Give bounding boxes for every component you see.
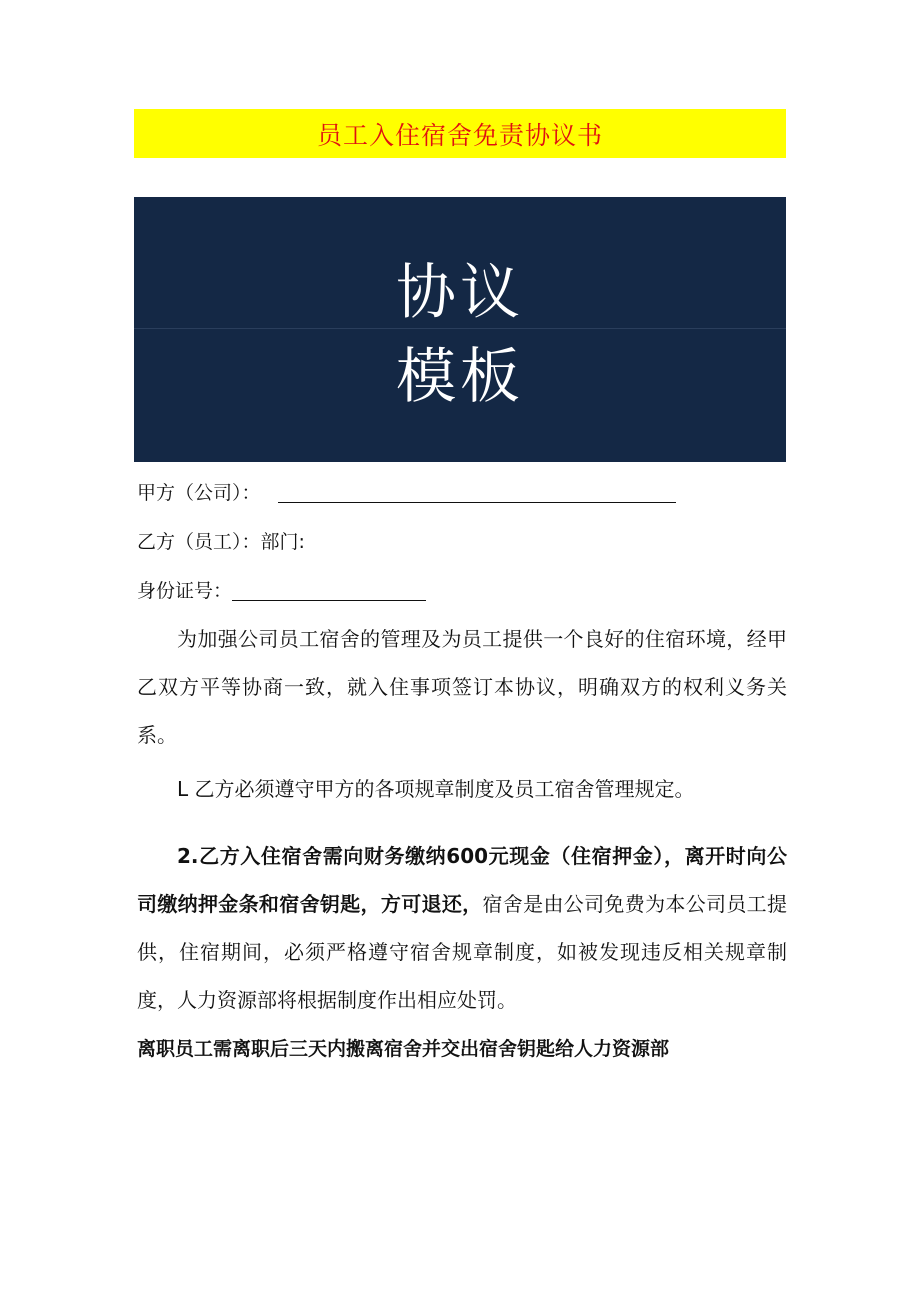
title-banner: [134, 109, 786, 158]
party-a-label: 甲方（公司）：: [137, 482, 261, 504]
party-a-blank[interactable]: [278, 501, 676, 503]
id-number-field: [137, 582, 426, 601]
final-line: 离职员工需离职后三天内搬离宿舍并交出宿舍钥匙给人力资源部: [137, 1038, 670, 1060]
cover-divider: [134, 328, 786, 329]
clause-2: [137, 832, 787, 1024]
document-title: 员工入住宿舍免责协议书: [316, 121, 603, 150]
clause-2-bold: 2.乙方入住宿舍需向财务缴纳600元现金（住宿押金），离开时向公司缴纳押金条和宿舍钥匙，方可退还，: [137, 844, 787, 916]
intro-paragraph: 为加强公司员工宿舍的管理及为员工提供一个良好的住宿环境，经甲乙双方平等协商一致，就入住事项签订本协议，明确双方的权利义务关系。: [137, 627, 787, 747]
cover-block: [134, 197, 786, 462]
cover-line-2: 模板: [396, 342, 524, 412]
clause-2-normal: 宿舍是由公司免费为本公司员工提供，住宿期间，必须严格遵守宿舍规章制度，如被发现违反相关规章制度，人力资源部将根据制度作出相应处罚。: [137, 892, 788, 1012]
party-a-field: [137, 484, 676, 503]
clause-1: L 乙方必须遵守甲方的各项规章制度及员工宿舍管理规定。: [177, 777, 695, 801]
party-b-field: [137, 533, 305, 552]
id-number-label: 身份证号：: [137, 580, 233, 602]
party-b-label: 乙方（员工）：部门:: [137, 531, 305, 553]
cover-line-1: 协议: [396, 258, 524, 328]
id-number-blank[interactable]: [232, 599, 426, 601]
